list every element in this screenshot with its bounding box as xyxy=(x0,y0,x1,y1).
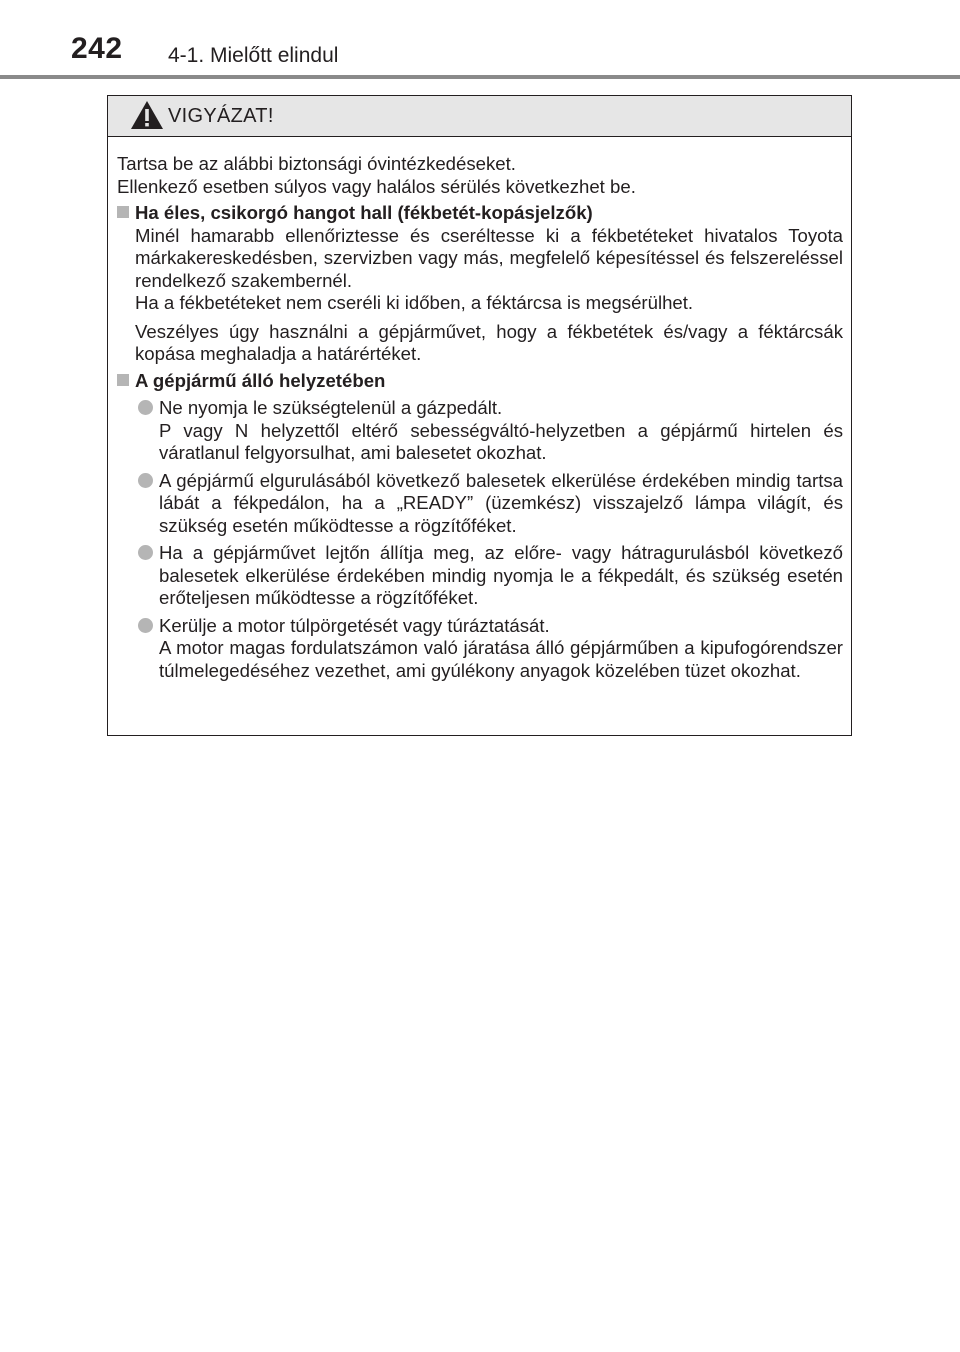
intro-line-1: Tartsa be az alábbi biztonsági óvintézkedéseket. xyxy=(117,153,516,174)
list-item: A gépjármű elgurulásából következő balesetek elkerülése érdekében mindig tartsa lábát a fékpedálon, ha a „READY” (üzemkész) visszajelző lámpa világít, és szükség esetén működtesse a rögzítőféket. xyxy=(117,470,843,538)
square-bullet-icon xyxy=(117,206,129,218)
brake-wear-para-1: Minél hamarabb ellenőriztesse és cseréltesse ki a fékbetéteket hivatalos Toyota márkakereskedésben, szervizben vagy más, megfelelő képesítéssel és felszereléssel rendelkező szakembernél. xyxy=(135,224,843,291)
circle-bullet-icon xyxy=(138,473,153,488)
warning-triangle-icon xyxy=(130,100,164,130)
section-title: 4-1. Mielőtt elindul xyxy=(168,44,339,67)
brake-wear-para-1b: Ha a fékbetéteket nem cseréli ki időben, a féktárcsa is megsérülhet. xyxy=(135,292,694,313)
circle-bullet-icon xyxy=(138,545,153,560)
circle-bullet-icon xyxy=(138,618,153,633)
list-item: Ha a gépjárművet lejtőn állítja meg, az előre- vagy hátragurulásból következő balesetek elkerülése érdekében mindig nyomja le a fékpedált, és szükség esetén erőteljesen működtesse a rögzítőféket. xyxy=(117,542,843,610)
subheading-brake-wear: Ha éles, csikorgó hangot hall (fékbetét-kopásjelzők) xyxy=(117,202,843,225)
warning-box xyxy=(107,95,852,736)
brake-wear-para-2: Veszélyes úgy használni a gépjárművet, hogy a fékbetétek és/vagy a féktárcsák kopása meghaladja a határértéket. xyxy=(135,320,843,364)
circle-bullet-icon xyxy=(138,400,153,415)
list-item: Kerülje a motor túlpörgetését vagy túráztatását. A motor magas fordulatszámon való járatása álló gépjárműben a kipufogórendszer túlmelegedéséhez vezethet, ami gyúlékony anyagok közelében tüzet okozhat. xyxy=(117,615,843,683)
page-number: 242 xyxy=(71,32,123,65)
warning-header xyxy=(108,96,851,137)
header-rule xyxy=(0,75,960,79)
warning-body xyxy=(117,153,843,682)
intro-line-2: Ellenkező esetben súlyos vagy halálos sérülés következhet be. xyxy=(117,175,636,197)
subheading-stationary: A gépjármű álló helyzetében xyxy=(117,370,843,393)
warning-title: VIGYÁZAT! xyxy=(168,105,274,127)
square-bullet-icon xyxy=(117,374,129,386)
list-item: Ne nyomja le szükségtelenül a gázpedált. P vagy N helyzettől eltérő sebességváltó-helyzetben a gépjármű hirtelen és váratlanul felgyorsulhat, ami balesetet okozhat. xyxy=(117,397,843,465)
page-header xyxy=(0,0,960,80)
